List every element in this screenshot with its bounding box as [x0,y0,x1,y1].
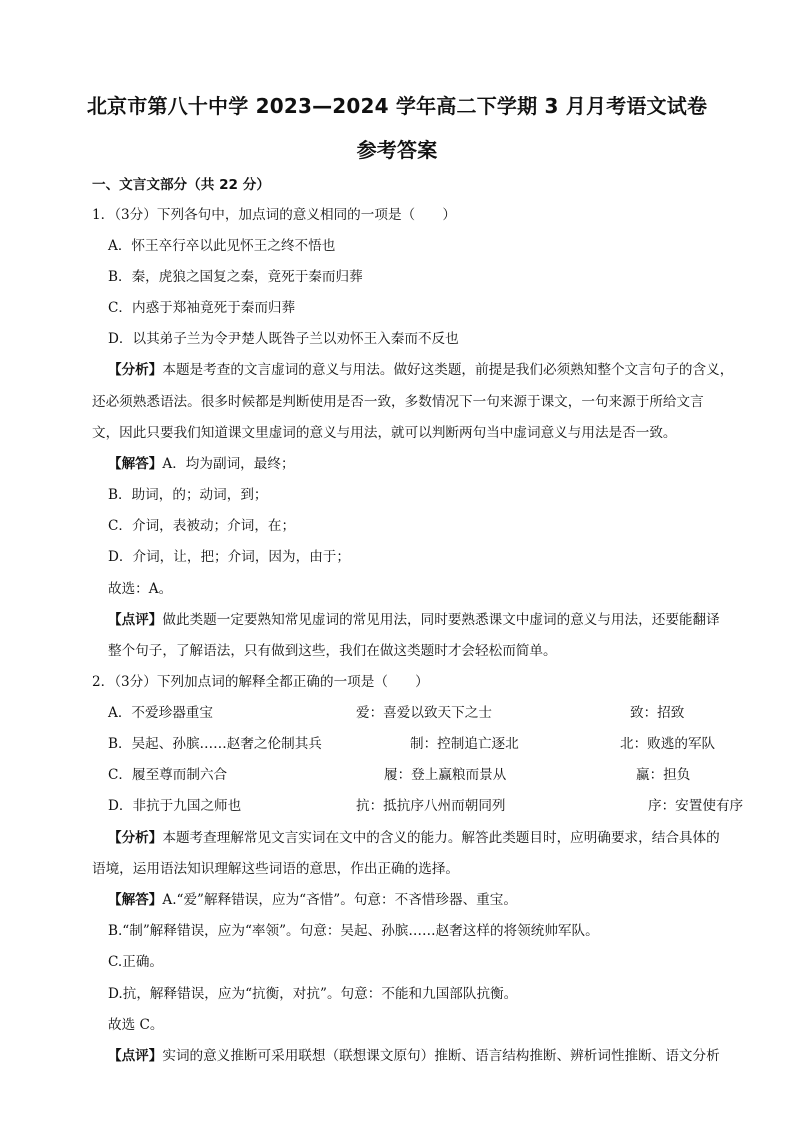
q1-analysis-line-2: 还必须熟悉语法。很多时候都是判断使用是否一致，多数情况下一句来源于课文，一句来源于所给文言 [92,394,704,410]
q2-row-a-gloss-2: 致：招致 [630,705,685,721]
q2-analysis [108,829,720,847]
question-1-stem: 1．（3分）下列各句中，加点词的意义相同的一项是（ ） [92,207,456,223]
q2-comment [108,1047,720,1065]
q2-analysis-line-2: 语境，运用语法知识理解这些词语的意思，作出正确的选择。 [92,861,460,877]
q2-analysis-line-1: 本题考查理解常见文言实词在文中的含义的能力。解答此类题目时，应明确要求，结合具体的 [162,830,720,846]
comment-tag: 【点评】 [108,1048,163,1064]
q1-analysis-line-1: 本题是考查的文言虚词的意义与用法。做好这类题，前提是我们必须熟知整个文言句子的含义， [162,362,734,378]
q1-answer-line-2: B．助词，的；动词，到； [108,487,268,503]
q2-row-b-gloss: 制：控制追亡逐北 [410,736,519,752]
q2-row-a-text: A．不爱珍器重宝 [108,705,213,721]
q1-analysis [108,361,733,379]
q2-row-b-gloss-2: 北：败逃的军队 [620,736,716,752]
q2-answer-line-4: D.抗，解释错误，应为“抗衡，对抗”。句意：不能和九国部队抗衡。 [108,986,518,1002]
q1-answer-line-4: D．介词，让，把；介词，因为，由于； [108,549,350,565]
comment-tag: 【点评】 [108,612,163,628]
q2-answer [108,891,517,909]
q1-option-c: C．内惑于郑袖竟死于秦而归葬 [108,300,296,316]
q1-analysis-line-3: 文，因此只要我们知道课文里虚词的意义与用法，就可以判断两句当中虚词意义与用法是否一致。 [92,425,677,441]
question-2-stem: 2．（3分）下列加点词的解释全都正确的一项是（ ） [92,674,429,690]
q1-answer [108,455,295,473]
q1-answer-line-1: A．均为副词，最终； [162,456,295,472]
analysis-tag: 【分析】 [108,830,163,846]
q2-row-c-gloss: 履：登上赢粮而景从 [384,767,507,783]
q1-option-d: D．以其弟子兰为令尹楚人既咎子兰以劝怀王入秦而不反也 [108,331,459,347]
answer-tag: 【解答】 [108,456,163,472]
document-subtitle: 参考答案 [356,138,438,162]
q1-comment [108,611,720,629]
q1-answer-line-5: 故选：A。 [108,581,173,597]
q2-answer-line-5: 故选 C。 [108,1017,164,1033]
section-heading: 一、文言文部分（共 22 分） [92,177,270,193]
q2-row-b-text: B．吴起、孙膑……赵奢之伦制其兵 [108,736,322,752]
q2-row-c-text: C．履至尊而制六合 [108,767,228,783]
q2-answer-line-2: B.“制”解释错误，应为“率领”。句意：吴起、孙膑……赵奢这样的将领统帅军队。 [108,923,599,939]
q1-option-a: A．怀王卒行卒以此见怀王之终不悟也 [108,238,336,254]
q2-row-d-text: D．非抗于九国之师也 [108,798,242,814]
document-title: 北京市第八十中学 2023—2024 学年高二下学期 3 月月考语文试卷 [86,94,708,118]
q2-comment-line-1: 实词的意义推断可采用联想（联想课文原句）推断、语言结构推断、辨析词性推断、语文分析 [162,1048,720,1064]
q1-answer-line-3: C．介词，表被动；介词，在； [108,518,296,534]
q2-answer-line-3: C.正确。 [108,954,164,970]
q2-row-d-gloss: 抗：抵抗序八州而朝同列 [356,798,506,814]
q1-comment-line-1: 做此类题一定要熟知常见虚词的常见用法，同时要熟悉课文中虚词的意义与用法，还要能翻译 [162,612,720,628]
q2-answer-line-1: A.“爱”解释错误，应为“吝惜”。句意：不吝惜珍器、重宝。 [162,892,517,908]
q1-comment-line-2: 整个句子，了解语法，只有做到这些，我们在做这类题时才会轻松而简单。 [108,643,557,659]
q2-row-a-gloss: 爱：喜爱以致天下之士 [356,705,492,721]
q2-row-d-gloss-2: 序：安置使有序 [648,798,744,814]
answer-tag: 【解答】 [108,892,163,908]
q1-option-b: B．秦，虎狼之国复之秦，竟死于秦而归葬 [108,269,363,285]
analysis-tag: 【分析】 [108,362,163,378]
q2-row-c-gloss-2: 赢：担负 [636,767,691,783]
